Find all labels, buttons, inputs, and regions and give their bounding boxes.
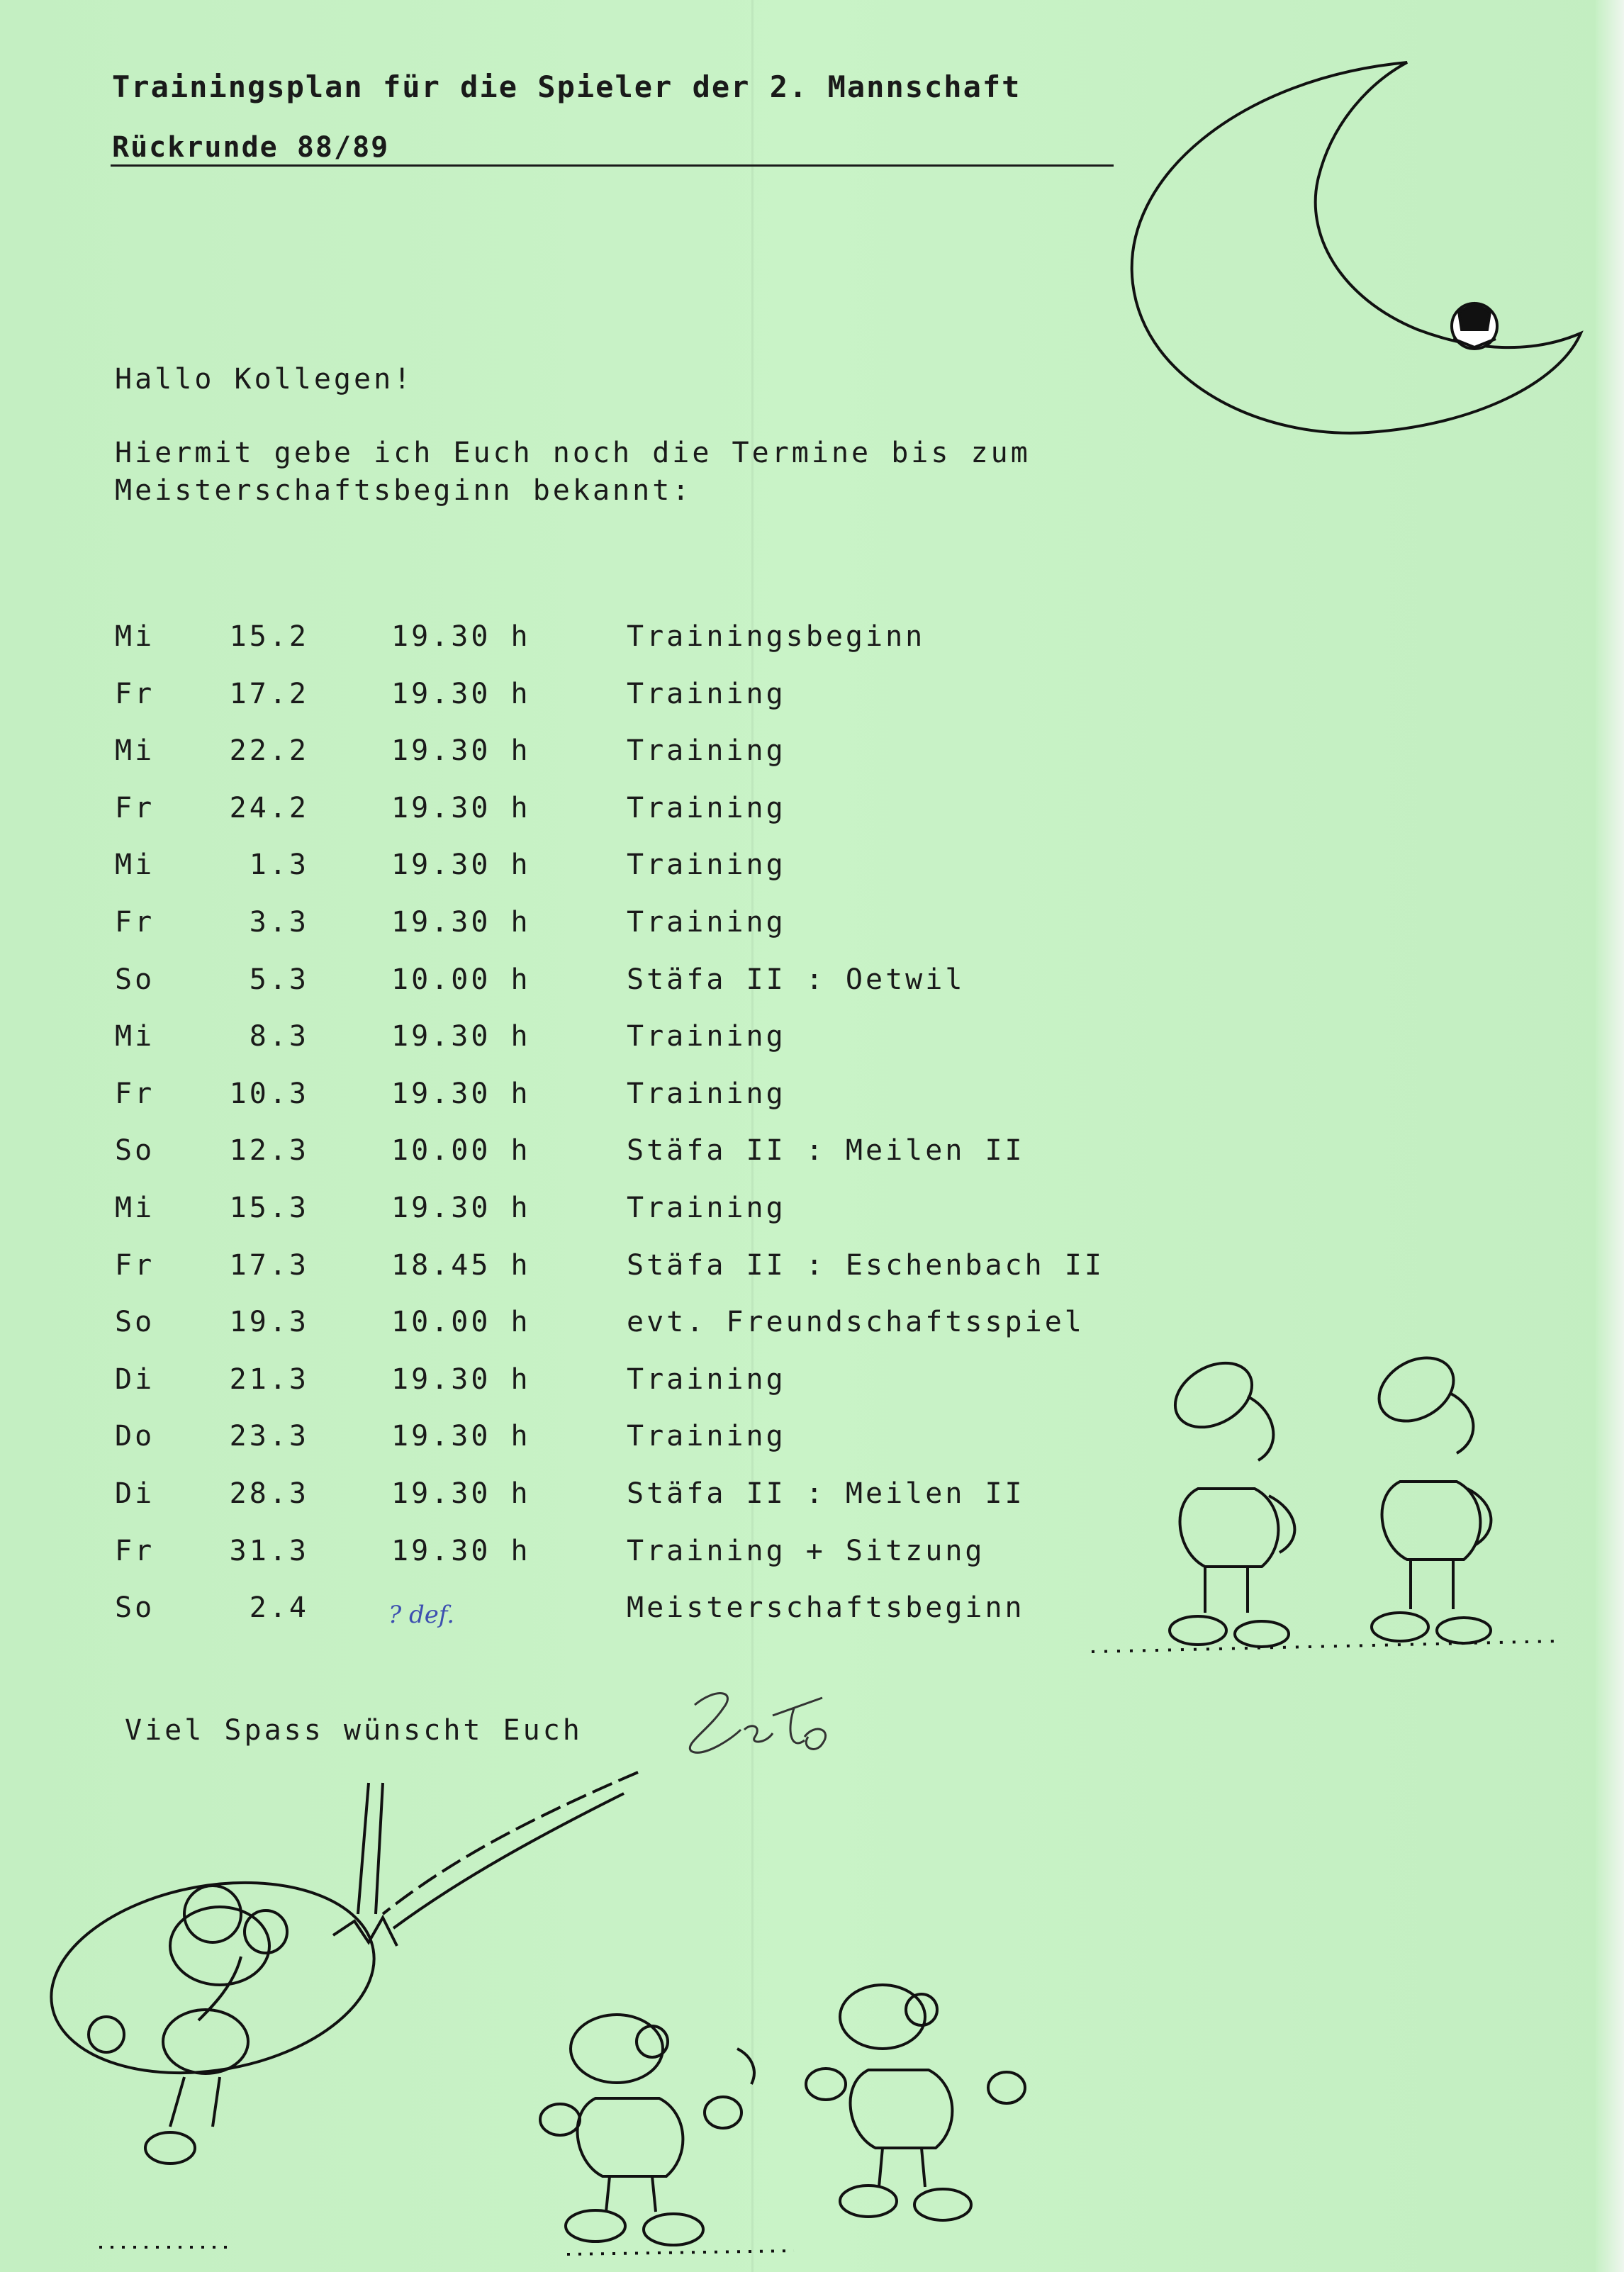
schedule-date: 2.4 <box>249 1591 309 1625</box>
schedule-day: Mi <box>115 849 155 882</box>
kicking-player-icon <box>36 1772 638 2247</box>
schedule-event: Training <box>627 849 786 882</box>
schedule-event: Training <box>627 1020 786 1053</box>
handwritten-note: ? def. <box>388 1601 455 1629</box>
schedule-time: 19.30 h <box>391 906 531 939</box>
schedule-date: 21.3 <box>229 1362 309 1396</box>
schedule-date: 31.3 <box>229 1534 309 1567</box>
football-icon <box>1452 303 1497 349</box>
schedule-day: Fr <box>115 1248 155 1282</box>
document-title: Trainingsplan für die Spieler der 2. Mannschaft <box>112 69 1021 104</box>
schedule-date: 15.3 <box>229 1192 309 1224</box>
crescent-moon-icon <box>1132 62 1581 433</box>
schedule-time: 18.45 h <box>391 1248 531 1282</box>
schedule-event: Stäfa II : Meilen II <box>627 1134 1025 1168</box>
schedule-event: Training <box>627 734 786 768</box>
schedule-time: 19.30 h <box>391 1020 531 1053</box>
schedule-day: Fr <box>115 906 155 939</box>
schedule-day: So <box>115 1591 155 1625</box>
schedule-event: Training <box>627 677 786 710</box>
schedule-day: Mi <box>115 1192 155 1224</box>
schedule-time: 10.00 h <box>391 1134 531 1168</box>
schedule-day: Di <box>115 1362 155 1396</box>
schedule-day: Fr <box>115 1534 155 1567</box>
standing-players-icon <box>1092 1345 1559 1652</box>
schedule-time: 19.30 h <box>391 1362 531 1396</box>
schedule-time: 10.00 h <box>391 1306 531 1339</box>
schedule-event: Trainingsbeginn <box>627 620 926 653</box>
schedule-date: 8.3 <box>249 1020 309 1053</box>
schedule-event: Training <box>627 1362 786 1396</box>
schedule-date: 23.3 <box>229 1420 309 1453</box>
schedule-day: Fr <box>115 677 155 710</box>
schedule-time: 19.30 h <box>391 849 531 882</box>
schedule-event: Training + Sitzung <box>627 1534 985 1567</box>
schedule-date: 28.3 <box>229 1477 309 1510</box>
schedule-time: 19.30 h <box>391 1534 531 1567</box>
schedule-day: Mi <box>115 734 155 768</box>
schedule-date: 12.3 <box>229 1134 309 1168</box>
schedule-date: 10.3 <box>229 1077 309 1110</box>
schedule-date: 1.3 <box>249 849 309 882</box>
schedule-time: 19.30 h <box>391 1077 531 1110</box>
signature <box>690 1694 825 1753</box>
schedule-time: 19.30 h <box>391 1192 531 1224</box>
schedule-day: So <box>115 1306 155 1339</box>
closing-line: Viel Spass wünscht Euch <box>125 1714 583 1747</box>
schedule-event: evt. Freundschaftsspiel <box>627 1306 1085 1339</box>
schedule-date: 15.2 <box>229 620 309 653</box>
schedule-event: Stäfa II : Eschenbach II <box>627 1248 1104 1282</box>
schedule-event: Stäfa II : Oetwil <box>627 963 965 996</box>
schedule-day: Do <box>115 1420 155 1453</box>
schedule-date: 3.3 <box>249 906 309 939</box>
document-subtitle: Rückrunde 88/89 <box>112 131 390 164</box>
schedule-event: Stäfa II : Meilen II <box>627 1477 1025 1510</box>
schedule-day: Fr <box>115 1077 155 1110</box>
intro-line-1: Hiermit gebe ich Euch noch die Termine bis zum <box>115 437 1031 469</box>
schedule-time: 19.30 h <box>391 791 531 824</box>
schedule-time: 19.30 h <box>391 620 531 653</box>
schedule-date: 24.2 <box>229 791 309 824</box>
schedule-event: Training <box>627 906 786 939</box>
schedule-event: Training <box>627 1077 786 1110</box>
schedule-time: 19.30 h <box>391 734 531 768</box>
schedule-time: 19.30 h <box>391 677 531 710</box>
schedule-date: 22.2 <box>229 734 309 768</box>
schedule-date: 5.3 <box>249 963 309 996</box>
schedule-time: 19.30 h <box>391 1420 531 1453</box>
schedule-event: Training <box>627 1192 786 1224</box>
celebrating-players-icon <box>540 1985 1025 2254</box>
schedule-day: Di <box>115 1477 155 1510</box>
schedule-event: Training <box>627 1420 786 1453</box>
schedule-date: 17.3 <box>229 1248 309 1282</box>
schedule-date: 19.3 <box>229 1306 309 1339</box>
schedule-day: So <box>115 1134 155 1168</box>
schedule-day: Mi <box>115 620 155 653</box>
schedule-event: Training <box>627 791 786 824</box>
schedule-day: Mi <box>115 1020 155 1053</box>
intro-line-2: Meisterschaftsbeginn bekannt: <box>115 474 693 507</box>
schedule-date: 17.2 <box>229 677 309 710</box>
greeting: Hallo Kollegen! <box>115 363 414 396</box>
schedule-day: So <box>115 963 155 996</box>
schedule-day: Fr <box>115 791 155 824</box>
schedule-time: 10.00 h <box>391 963 531 996</box>
schedule-event: Meisterschaftsbeginn <box>627 1591 1025 1625</box>
schedule-time: 19.30 h <box>391 1477 531 1510</box>
